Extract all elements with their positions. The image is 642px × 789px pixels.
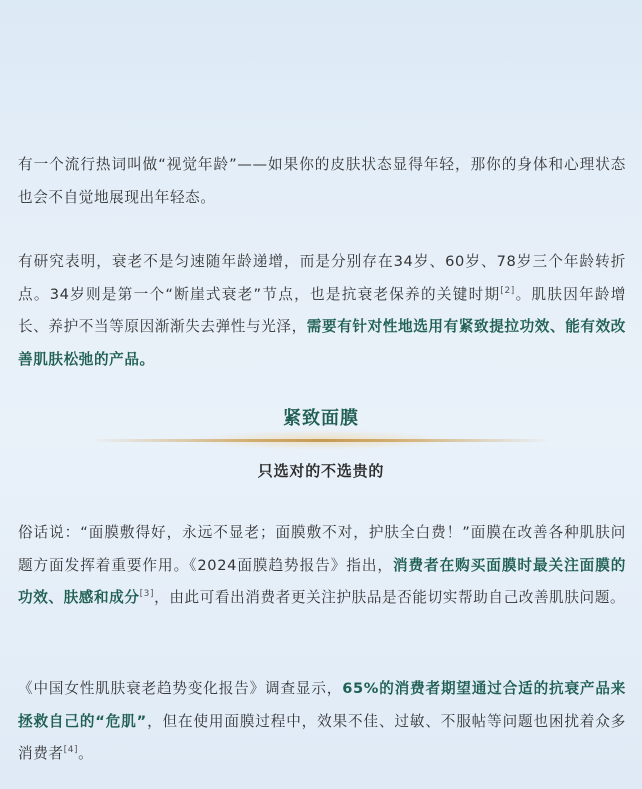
section-subtitle: 只选对的不选贵的 [257,462,385,480]
highlight-text: 需要有针对性地选用有紧致提拉功效、能有效改善肌肤松弛的产品。 [18,318,626,368]
gold-divider [92,439,550,442]
reference-mark[interactable]: [4] [63,745,79,756]
paragraph-text: 有研究表明，衰老不是匀速随年龄递增，而是分别存在34岁、60岁、78岁三个年龄转折点。34岁则是第一个“断崖式衰老”节点，也是抗衰老保养的关键时期 [18,253,626,303]
section-title: 紧致面膜 [283,408,359,429]
paragraph-text: 。肌肤因年龄增长、养护不当等原因渐渐失去弹性与光泽， [18,285,626,335]
highlight-text: 65%的消费者期望通过合适的抗衰产品来拯救自己的“危肌” [18,680,626,730]
reference-mark[interactable]: [3] [139,589,155,600]
paragraph-mask-report [18,517,626,615]
highlight-text: 消费者在购买面膜时最关注面膜的功效、肤感和成分 [18,556,626,606]
paragraph-aging-survey [18,673,626,771]
paragraph-text: ，由此可看出消费者更关注护肤品是否能切实帮助自己改善肌肤问题。 [154,589,626,606]
paragraph-text: 。 [78,745,94,762]
paragraph-text: 俗话说：“面膜敷得好，永远不显老；面膜敷不对，护肤全白费！”面膜在改善各种肌肤问题方面发挥着重要作用。《2024面膜趋势报告》指出， [18,524,626,574]
paragraph-visual-age [18,149,626,214]
paragraph-text: 有一个流行热词叫做“视觉年龄”——如果你的皮肤状态显得年轻，那你的身体和心理状态也会不自觉地展现出年轻态。 [18,156,626,206]
reference-mark[interactable]: [2] [500,285,515,296]
paragraph-text: 《中国女性肌肤衰老趋势变化报告》调查显示， [18,680,343,697]
paragraph-aging-turning-points [18,246,626,376]
paragraph-text: ，但在使用面膜过程中，效果不佳、过敏、不服帖等问题也困扰着众多消费者 [18,712,626,762]
